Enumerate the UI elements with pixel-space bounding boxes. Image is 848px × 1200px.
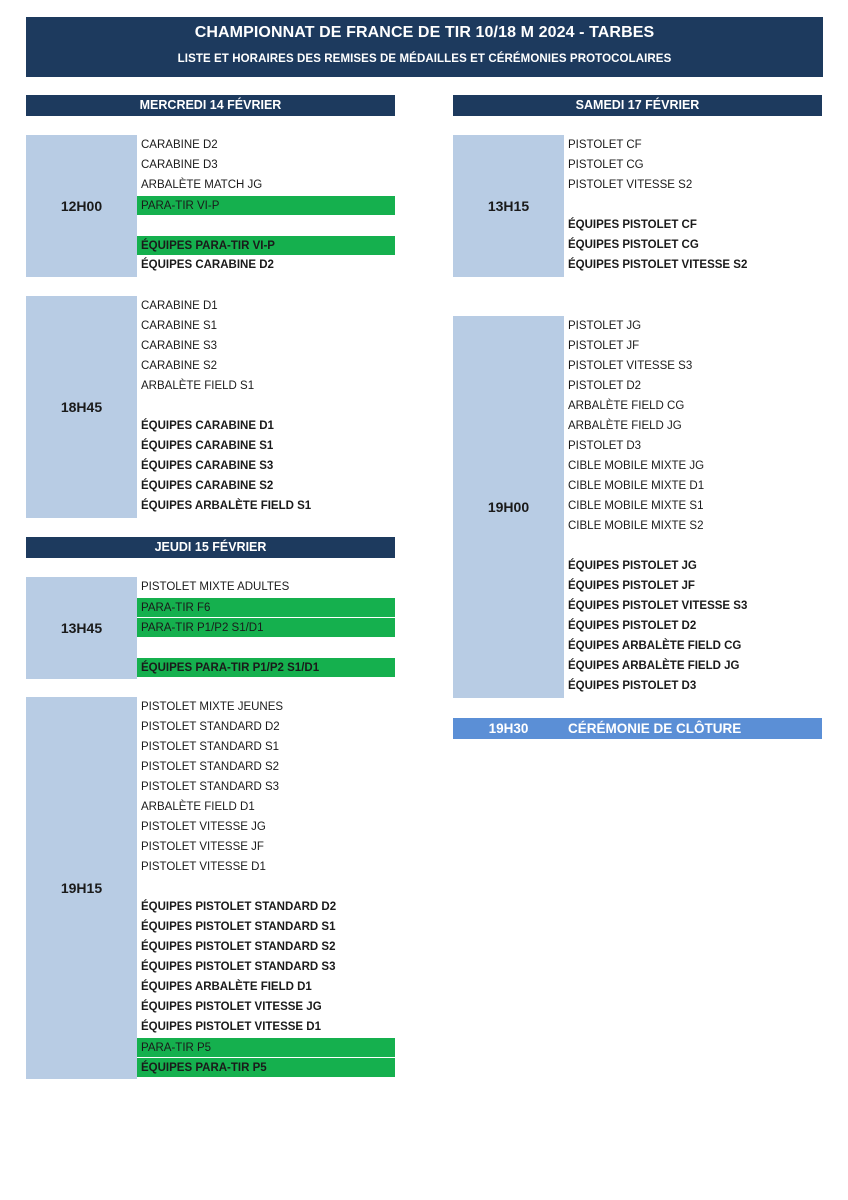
- event-row: PISTOLET D2: [568, 380, 642, 392]
- event-row: ÉQUIPES PISTOLET CF: [568, 219, 697, 231]
- event-row: PISTOLET VITESSE JG: [141, 821, 266, 833]
- event-row: CARABINE D3: [141, 159, 218, 171]
- event-row: CARABINE D1: [141, 300, 218, 312]
- event-list: [137, 697, 395, 1077]
- event-row: ÉQUIPES CARABINE D1: [141, 420, 274, 432]
- event-row: ARBALÈTE FIELD D1: [141, 801, 255, 813]
- closing-ceremony-label: CÉRÉMONIE DE CLÔTURE: [568, 721, 742, 736]
- spacer-row: [564, 536, 822, 556]
- spacer-row: [137, 637, 395, 657]
- event-row: PISTOLET STANDARD D2: [141, 721, 280, 733]
- event-row: ÉQUIPES PISTOLET CG: [568, 239, 699, 251]
- event-row: PISTOLET MIXTE ADULTES: [141, 581, 290, 593]
- ceremony-time: 13H45: [26, 577, 137, 679]
- event-row: ÉQUIPES PISTOLET JG: [568, 560, 697, 572]
- event-row: PISTOLET JG: [568, 320, 642, 332]
- event-row: PISTOLET VITESSE S3: [568, 360, 693, 372]
- event-row: PISTOLET CG: [568, 159, 644, 171]
- event-row: CARABINE S2: [141, 360, 218, 372]
- event-row: ÉQUIPES PISTOLET D2: [568, 620, 697, 632]
- page-header: [26, 17, 823, 77]
- event-row: ÉQUIPES ARBALÈTE FIELD D1: [141, 981, 312, 993]
- ceremony-block: [26, 697, 395, 1079]
- ceremony-block: [453, 135, 822, 277]
- spacer-row: [137, 396, 395, 416]
- day-header-wednesday: MERCREDI 14 FÉVRIER: [26, 95, 395, 116]
- event-row: ÉQUIPES PARA-TIR VI-P: [137, 235, 395, 255]
- spacer-row: [137, 215, 395, 235]
- event-row: ARBALÈTE FIELD CG: [568, 400, 685, 412]
- event-list: [564, 135, 822, 275]
- ceremony-time: 13H15: [453, 135, 564, 277]
- event-row: PARA-TIR P1/P2 S1/D1: [137, 617, 395, 637]
- event-row: PISTOLET STANDARD S3: [141, 781, 280, 793]
- event-row: ÉQUIPES PISTOLET VITESSE S3: [568, 600, 748, 612]
- event-row: PISTOLET MIXTE JEUNES: [141, 701, 284, 713]
- event-row: PARA-TIR F6: [137, 597, 395, 617]
- event-row: CIBLE MOBILE MIXTE JG: [568, 460, 705, 472]
- event-row: ÉQUIPES PISTOLET VITESSE S2: [568, 259, 748, 271]
- event-row: ÉQUIPES PARA-TIR P1/P2 S1/D1: [137, 657, 395, 677]
- event-row: PISTOLET VITESSE S2: [568, 179, 693, 191]
- event-row: ÉQUIPES PISTOLET D3: [568, 680, 697, 692]
- event-row: ÉQUIPES ARBALÈTE FIELD S1: [141, 500, 312, 512]
- page-title: CHAMPIONNAT DE FRANCE DE TIR 10/18 M 2024 - TARBES: [194, 24, 655, 41]
- event-list: [137, 135, 395, 275]
- event-row: ÉQUIPES ARBALÈTE FIELD CG: [568, 640, 742, 652]
- event-row: ARBALÈTE FIELD JG: [568, 420, 682, 432]
- event-row: ÉQUIPES ARBALÈTE FIELD JG: [568, 660, 740, 672]
- event-row: CIBLE MOBILE MIXTE S1: [568, 500, 704, 512]
- ceremony-time: 19H00: [453, 316, 564, 698]
- ceremony-time: 18H45: [26, 296, 137, 518]
- event-row: ÉQUIPES PISTOLET STANDARD S3: [141, 961, 336, 973]
- ceremony-block: [453, 316, 822, 698]
- ceremony-block: [26, 577, 395, 679]
- event-row: ARBALÈTE FIELD S1: [141, 380, 255, 392]
- event-row: ÉQUIPES PISTOLET STANDARD S2: [141, 941, 336, 953]
- event-row: ÉQUIPES PISTOLET JF: [568, 580, 695, 592]
- day-header-saturday: SAMEDI 17 FÉVRIER: [453, 95, 822, 116]
- ceremony-block: [26, 135, 395, 277]
- ceremony-time: 19H15: [26, 697, 137, 1079]
- event-row: PISTOLET STANDARD S2: [141, 761, 280, 773]
- event-row: PISTOLET VITESSE D1: [141, 861, 266, 873]
- event-row: CARABINE D2: [141, 139, 218, 151]
- event-row: PARA-TIR VI-P: [137, 195, 395, 215]
- event-row: ÉQUIPES PISTOLET VITESSE D1: [141, 1021, 322, 1033]
- page-subtitle: LISTE ET HORAIRES DES REMISES DE MÉDAILLES ET CÉRÉMONIES PROTOCOLAIRES: [177, 53, 672, 65]
- event-row: CIBLE MOBILE MIXTE S2: [568, 520, 704, 532]
- event-row: PISTOLET VITESSE JF: [141, 841, 264, 853]
- event-row: ARBALÈTE MATCH JG: [141, 179, 263, 191]
- event-row: ÉQUIPES PARA-TIR P5: [137, 1057, 395, 1077]
- closing-ceremony-time: 19H30: [488, 721, 529, 736]
- event-row: ÉQUIPES PISTOLET STANDARD D2: [141, 901, 337, 913]
- event-row: ÉQUIPES CARABINE S3: [141, 460, 274, 472]
- event-row: ÉQUIPES PISTOLET VITESSE JG: [141, 1001, 322, 1013]
- event-list: [564, 316, 822, 696]
- event-row: PISTOLET CF: [568, 139, 642, 151]
- event-row: CARABINE S3: [141, 340, 218, 352]
- event-row: PARA-TIR P5: [137, 1037, 395, 1057]
- event-list: [137, 577, 395, 677]
- event-row: PISTOLET D3: [568, 440, 642, 452]
- event-row: PISTOLET STANDARD S1: [141, 741, 280, 753]
- event-row: PISTOLET JF: [568, 340, 640, 352]
- event-row: ÉQUIPES CARABINE S2: [141, 480, 274, 492]
- event-row: CIBLE MOBILE MIXTE D1: [568, 480, 705, 492]
- spacer-row: [564, 195, 822, 215]
- day-header-thursday: JEUDI 15 FÉVRIER: [26, 537, 395, 558]
- spacer-row: [137, 877, 395, 897]
- event-row: ÉQUIPES CARABINE S1: [141, 440, 274, 452]
- event-row: ÉQUIPES CARABINE D2: [141, 259, 274, 271]
- ceremony-time: 12H00: [26, 135, 137, 277]
- event-list: [137, 296, 395, 516]
- ceremony-block: [26, 296, 395, 518]
- closing-ceremony-bar: [453, 718, 822, 739]
- event-row: ÉQUIPES PISTOLET STANDARD S1: [141, 921, 336, 933]
- event-row: CARABINE S1: [141, 320, 218, 332]
